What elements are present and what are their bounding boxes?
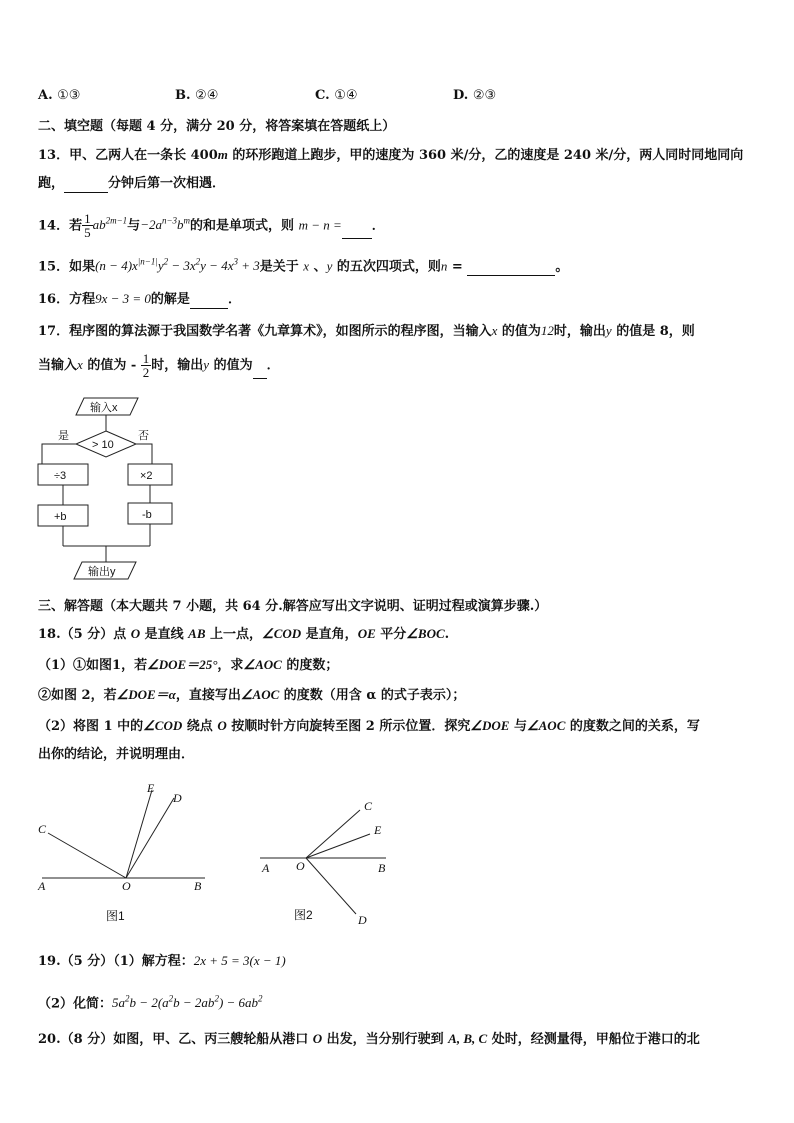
flow-right2-label: -b — [142, 509, 152, 521]
figure-1 — [30, 778, 220, 928]
svg-text:B: B — [194, 879, 202, 893]
figure-1-caption: 图1 — [106, 909, 125, 923]
q17-fraction: $\frac{1}{2}$ — [142, 351, 150, 380]
q18-line1: 18.（5 分）点 O 是直线 AB 上一点，∠COD 是直角，OE 平分∠BOC. — [38, 626, 450, 642]
svg-text:C: C — [38, 822, 47, 836]
flow-condition-label: > 10 — [92, 439, 114, 451]
q14-answer-blank[interactable] — [342, 224, 372, 239]
q14-line: 14．若 $\frac{1}{5}$ $ab^{2m-1}$与$-2a^{n-3}b^m$的和是单项式，则 m − n = ． — [38, 211, 385, 241]
svg-text:D: D — [358, 913, 367, 927]
q18-line3: ②如图 2，若∠DOE＝α，直接写出∠AOC 的度数（用含 α 的式子表示）； — [38, 687, 466, 703]
flow-right1-label: ×2 — [140, 470, 153, 482]
section-3-title: 三、解答题（本大题共 7 小题，共 64 分.解答应写出文字说明、证明过程或演算步骤.） — [38, 599, 548, 614]
q13-line2: 跑， 分钟后第一次相遇． — [38, 176, 226, 191]
q18-line4: （2）将图 1 中的∠COD 绕点 O 按顺时针方向旋转至图 2 所示位置．探究∠DOE 与∠AOC 的度数之间的关系，写 — [38, 718, 700, 734]
svg-text:A: A — [38, 879, 46, 893]
q16-answer-blank[interactable] — [190, 294, 228, 309]
flow-left2-label: +b — [54, 511, 67, 523]
q19-line1: 19.（5 分）（1）解方程：2x + 5 = 3(x − 1) — [38, 953, 286, 969]
q20-line1: 20.（8 分）如图，甲、乙、丙三艘轮船从港口 O 出发，当分别行驶到 A, B, C 处时，经测量得，甲船位于港口的北 — [38, 1031, 700, 1047]
svg-text:D: D — [173, 791, 182, 805]
q14-fraction: $\frac{1}{5}$ — [84, 211, 91, 241]
figure-2 — [250, 790, 410, 930]
q16-line: 16．方程9x − 3 = 0的解是 ． — [38, 291, 241, 307]
q15-line: 15．如果$(n - 4)x^{|n-1|}y^2 - 3x^2y - 4x^3 + 3$是关于 x 、y 的五次四项式，则n = 。 — [38, 257, 569, 275]
option-c: C. ①④ — [315, 88, 358, 103]
option-a: A. ①③ — [38, 88, 81, 103]
flow-no-label: 否 — [138, 430, 149, 442]
q17-line1: 17．程序图的算法源于我国数学名著《九章算术》，如图所示的程序图，当输入x 的值为12时，输出y 的值是 8，则 — [38, 323, 695, 339]
svg-text:A: A — [262, 861, 270, 875]
option-d: D. ②③ — [453, 88, 497, 103]
program-flowchart — [30, 395, 190, 585]
svg-text:O: O — [296, 859, 305, 873]
svg-text:C: C — [364, 799, 373, 813]
q13-answer-blank[interactable] — [64, 178, 108, 193]
q13-line1: 13．甲、乙两人在一条长 400m 的环形跑道上跑步，甲的速度为 360 米/分，乙的速度是 240 米/分，两人同时同地同向 — [38, 147, 744, 163]
q15-answer-blank[interactable] — [467, 261, 555, 276]
flow-output-label: 输出y — [88, 566, 116, 578]
section-2-title: 二、填空题（每题 4 分，满分 20 分，将答案填在答题纸上） — [38, 119, 396, 134]
option-b: B. ②④ — [175, 88, 219, 103]
q17-line2: 当输入x 的值为 - $\frac{1}{2}$ 时，输出y 的值为 ． — [38, 351, 280, 380]
q18-line5: 出你的结论，并说明理由． — [38, 747, 195, 762]
figure-2-caption: 图2 — [294, 908, 313, 922]
svg-text:B: B — [378, 861, 386, 875]
q19-line2: （2）化简：$5a^2b - 2(a^2b - 2ab^2) - 6ab^2$ — [38, 994, 263, 1012]
flow-input-label: 输入x — [90, 402, 118, 414]
flow-yes-label: 是 — [58, 430, 69, 442]
svg-text:E: E — [374, 823, 382, 837]
flow-left1-label: ÷3 — [54, 470, 67, 482]
q17-answer-blank[interactable] — [253, 364, 267, 379]
svg-text:E: E — [147, 781, 155, 795]
q18-line2: （1）①如图1，若∠DOE＝25°，求∠AOC 的度数； — [38, 657, 339, 673]
svg-text:O: O — [122, 879, 131, 893]
